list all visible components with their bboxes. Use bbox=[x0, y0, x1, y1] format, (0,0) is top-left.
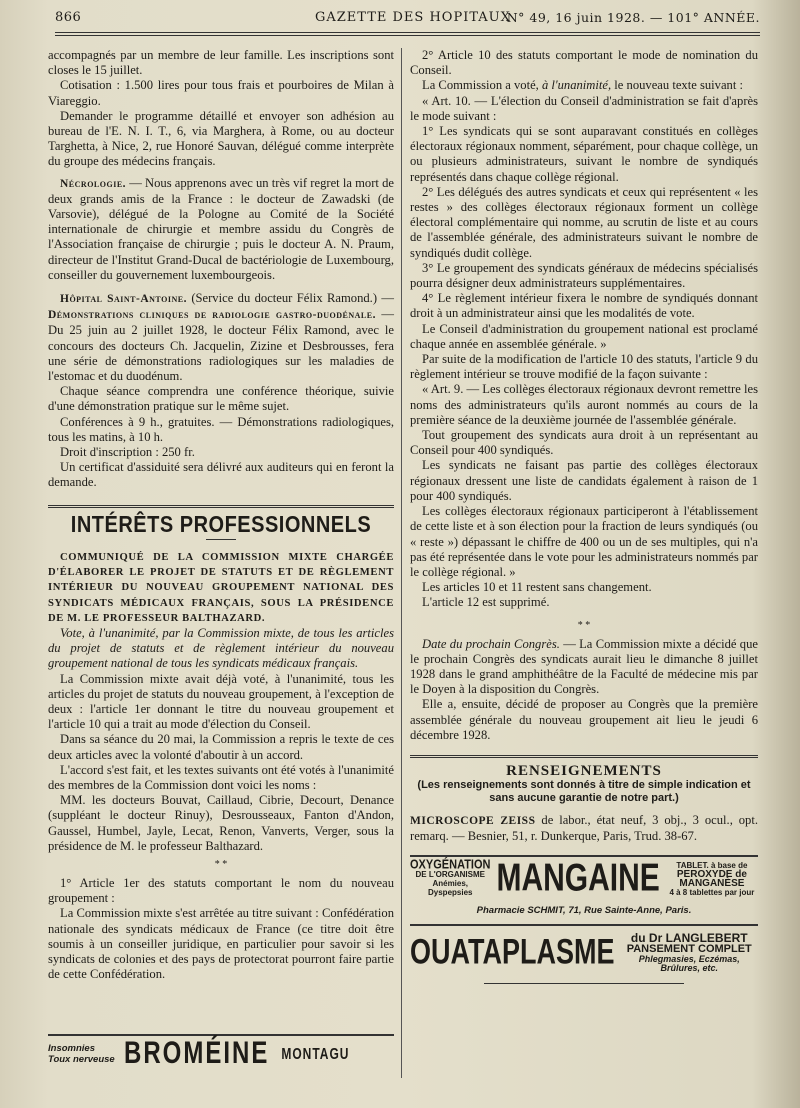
mangaine-advertisement bbox=[410, 856, 758, 918]
paragraph: « Art. 9. — Les collèges électoraux régionaux devront remettre les noms des administrateurs qu'ils auront nommés au cours de la première séance de la deuxième journée de l'assemblée générale. bbox=[410, 382, 758, 427]
paragraph: Conférences à 9 h., gratuites. — Démonstrations radiologiques, tous les matins, à 10 h. bbox=[48, 414, 394, 444]
mangaine-pharmacy: Pharmacie SCHMIT, 71, Rue Sainte-Anne, Paris. bbox=[476, 904, 692, 916]
header-rule bbox=[55, 32, 760, 33]
mangaine-brand: MANGAINE bbox=[496, 856, 660, 900]
hospital-label: Hôpital Saint-Antoine. bbox=[60, 293, 187, 306]
hospital-service: (Service du docteur Félix Ramond.) — bbox=[186, 291, 394, 306]
vote-text-italic: à l'unanimité, bbox=[541, 78, 612, 93]
vote-text-b: le nouveau texte suivant : bbox=[611, 78, 743, 93]
bromeine-indications bbox=[48, 1043, 118, 1065]
ad-divider bbox=[410, 924, 758, 926]
obituary-paragraph bbox=[48, 176, 394, 283]
page-number: 866 bbox=[55, 10, 82, 25]
paragraph: Les syndicats ne faisant pas partie des collèges électoraux régionaux dressent une liste de candidats également à raison de 1 pour 400 syndiqués. bbox=[410, 458, 758, 503]
separator-stars: * * bbox=[577, 619, 591, 631]
paragraph: La Commission mixte s'est arrêtée au titre suivant : Confédération nationale des syndicats médicaux de France (ce titre doit être soumis à un conseiller juridique, en particulier pour savoir si les syndicats de colonies et des pays de protectorat pourront faire partie de cette Confédération. bbox=[48, 906, 394, 982]
paragraph: 2° Les délégués des autres syndicats et ceux qui représentent « les restes » des collèges électoraux régionaux forment un collège électoral complémentaire qui nomme, au scrutin de liste et au cours de l'assemblée générale, des administrateurs suivant le nombre de syndiqués dudit collège. bbox=[410, 184, 758, 260]
paragraph: Par suite de la modification de l'article 10 des statuts, l'article 9 du règlement intérieur se trouve modifié de la façon suivante : bbox=[410, 352, 758, 382]
vote-paragraph bbox=[410, 78, 758, 93]
paragraph: MM. les docteurs Bouvat, Caillaud, Cibrie, Decourt, Denance (suppléant le docteur Rinuy), Desrousseaux, Fanton d'Andon, Gaussel, Humbel, Jayle, Lecat, Renon, Vanverts, Verger, sous la présidence de M. le professeur Balthazard. bbox=[48, 793, 394, 853]
left-column bbox=[48, 48, 394, 982]
right-column bbox=[410, 48, 758, 984]
paragraph: La Commission mixte avait déjà voté, à l'unanimité, tous les articles du projet de statuts du nouveau groupement, à l'exception de deux : l'article 1er donnant le titre du nouveau groupement et l'article 10 qui a trait au mode d'élection du Conseil. bbox=[48, 671, 394, 732]
bromeine-indication-1: Insomnies bbox=[48, 1043, 95, 1054]
paragraph: Dans sa séance du 20 mai, la Commission a repris le texte de ces deux articles avec la volonté d'aboutir à un accord. bbox=[48, 732, 394, 762]
ouataplasme-right-text bbox=[621, 932, 759, 973]
end-rule bbox=[484, 983, 684, 984]
paragraph: 1° Les syndicats qui se sont auparavant constitués en collèges électoraux régionaux nomment, séparément, pour chaque collège, un ou plusieurs administrateurs, suivant le nombre de syndiqués représentés dans chaque collège régional. bbox=[410, 124, 758, 184]
mangaine-tablet: TABLET. à base de bbox=[676, 860, 748, 870]
paragraph: Le Conseil d'administration du groupement national est proclamé chaque année en assemblée générale. » bbox=[410, 321, 758, 351]
issue-info: N° 49, 16 juin 1928. — 101° ANNÉE. bbox=[506, 10, 760, 25]
paragraph: 2° Article 10 des statuts comportant le mode de nomination du Conseil. bbox=[410, 48, 758, 78]
demonstrations-label: Démonstrations cliniques de radiologie gastro-duodénale. bbox=[48, 309, 376, 322]
congress-paragraph bbox=[410, 637, 758, 698]
microscope-listing bbox=[410, 813, 758, 844]
microscope-label: MICROSCOPE ZEISS bbox=[410, 815, 536, 828]
obituary-label: Nécrologie. bbox=[60, 177, 127, 190]
communique-heading: COMMUNIQUÉ DE LA COMMISSION MIXTE CHARGÉE D'ÉLABORER LE PROJET DE STATUTS ET DE RÈGLEMENT INTÉRIEUR DU NOUVEAU GROUPEMENT NATIONAL DES SYNDICATS MÉDICAUX FRANÇAIS, SOUS LA PRÉSIDENCE DE M. LE PROFESSEUR BALTHAZARD. bbox=[48, 551, 394, 624]
paragraph: 1° Article 1er des statuts comportant le nom du nouveau groupement : bbox=[48, 875, 394, 906]
page-header bbox=[55, 8, 760, 30]
column-divider bbox=[401, 48, 402, 1078]
mangaine-organisme: DE L'ORGANISME bbox=[415, 869, 485, 879]
section-divider bbox=[410, 755, 758, 758]
bromeine-maker: MONTAGU bbox=[281, 1044, 350, 1064]
ouataplasme-indications: Phlegmasies, Eczémas, Brûlures, etc. bbox=[638, 953, 740, 973]
mangaine-oxygenation: OXYGÉNATION bbox=[410, 857, 491, 872]
congress-label: Date du prochain Congrès. bbox=[422, 636, 560, 651]
paragraph: L'article 12 est supprimé. bbox=[422, 595, 550, 610]
paragraph: Droit d'inscription : 250 fr. bbox=[60, 445, 195, 460]
section-divider bbox=[48, 505, 394, 508]
title-underline bbox=[206, 539, 236, 540]
bromeine-advertisement bbox=[48, 1034, 394, 1076]
mangaine-right-text bbox=[666, 861, 758, 897]
paragraph: Demander le programme détaillé et envoyer son adhésion au bureau de l'E. N. I. T., 6, via Marghera, à Rome, ou au docteur Targhetta, à Nice, 2, rue Honoré Sauvan, délégué comme interprète du groupe des médecins français. bbox=[48, 108, 394, 169]
obituary-text: — Nous apprenons avec un très vif regret la mort de deux grands amis de la France : le docteur de Zawadski (de Varsovie), délégué de la Pologne au Comité de la Société internationale de chirurgie et membre assidu du Congrès de l'Association française de chirurgie ; puis le docteur A. N. Praum, directeur de l'Institut Grand-Ducal de bactériologie de Luxembourg, conseiller du gouvernement luxembourgeois. bbox=[48, 175, 394, 282]
bromeine-indication-2: Toux nerveuse bbox=[48, 1054, 115, 1065]
header-rule-2 bbox=[55, 35, 760, 36]
vote-summary: Vote, à l'unanimité, par la Commission mixte, de tous les articles du projet de statuts et de règlement intérieur du nouveau groupement national de tous les syndicats médicaux français. bbox=[48, 625, 394, 671]
separator-stars: * * bbox=[214, 858, 228, 870]
mangaine-left-text bbox=[410, 857, 491, 897]
paragraph: 4° Le règlement intérieur fixera le nombre de syndiqués donnant droit à un administrateur ainsi que les modalités de vote. bbox=[410, 291, 758, 321]
paragraph: Les collèges électoraux régionaux participeront à l'établissement de cette liste et à son élection pour la fraction de leurs syndiqués (ou « reste ») dépassant le chiffre de 400 ou un de ses multiples, qui n'a pas été représentée dans le vote pour les administrateurs nommés par le collège régional. » bbox=[410, 504, 758, 579]
renseignements-title: RENSEIGNEMENTS bbox=[506, 762, 662, 779]
section-title: INTÉRÊTS PROFESSIONNELS bbox=[70, 511, 372, 538]
ouataplasme-pansement: PANSEMENT COMPLET bbox=[626, 942, 752, 955]
mangaine-peroxyde: PEROXYDE de MANGANÈSE bbox=[676, 868, 747, 889]
paragraph: 3° Le groupement des syndicats généraux de médecins spécialisés pourra désigner deux administrateurs supplémentaires. bbox=[410, 260, 758, 291]
vote-text-a: La Commission a voté, bbox=[422, 78, 542, 93]
paragraph: accompagnés par un membre de leur famille. Les inscriptions sont closes le 15 juillet. bbox=[48, 48, 394, 78]
journal-title: GAZETTE DES HOPITAUX bbox=[315, 10, 511, 25]
renseignements-subtitle: (Les renseignements sont donnés à titre de simple indication et sans aucune garantie de notre part.) bbox=[417, 779, 751, 805]
paragraph: Cotisation : 1.500 lires pour tous frais et pourboires de Milan à Viareggio. bbox=[48, 78, 394, 108]
paragraph: Chaque séance comprendra une conférence théorique, suivie d'une démonstration pratique sur le même sujet. bbox=[48, 384, 394, 414]
paragraph: « Art. 10. — L'élection du Conseil d'administration se fait d'après le mode suivant : bbox=[410, 93, 758, 123]
hospital-paragraph bbox=[48, 291, 394, 384]
bromeine-brand: BROMÉINE bbox=[124, 1035, 270, 1071]
ouataplasme-brand: OUATAPLASME bbox=[410, 932, 615, 972]
mangaine-indications: Anémies, Dyspepsies bbox=[428, 878, 473, 897]
hospital-text: — Du 25 juin au 2 juillet 1928, le docteur Félix Ramond, avec le concours des docteurs Ch. Jacquelin, Zizine et Desbrousses, fera une série de démonstrations radiologiques sur les maladies de l'estomac et du duodénum. bbox=[48, 307, 395, 384]
paragraph: Tout groupement des syndicats aura droit à un représentant au Conseil pour 400 syndiqués. bbox=[410, 428, 758, 458]
paragraph: Les articles 10 et 11 restent sans changement. bbox=[422, 580, 652, 595]
paragraph: L'accord s'est fait, et les textes suivants ont été votés à l'unanimité des membres de la Commission dont voici les noms : bbox=[48, 762, 394, 792]
congress-text: — La Commission mixte a décidé que le prochain Congrès des syndicats aurait lieu le dimanche 8 juillet 1928 dans le grand amphithéâtre de la Faculté de médecine mis par le Doyen à la disposition du Congrès. bbox=[410, 636, 758, 697]
mangaine-dosage: 4 à 8 tablettes par jour bbox=[669, 887, 755, 897]
microscope-text: de labor., état neuf, 3 obj., 3 ocul., opt. remarq. — Besnier, 51, r. Dunkerque, Paris, Trud. 38-67. bbox=[410, 813, 758, 844]
paragraph: Un certificat d'assiduité sera délivré aux auditeurs qui en feront la demande. bbox=[48, 460, 394, 490]
paragraph: Elle a, ensuite, décidé de proposer au Congrès que la première assemblée générale du nouveau groupement ait lieu le jeudi 6 décembre 1928. bbox=[410, 697, 758, 742]
ouataplasme-doctor: du Dr LANGLEBERT bbox=[630, 930, 748, 945]
ouataplasme-advertisement bbox=[410, 932, 758, 973]
